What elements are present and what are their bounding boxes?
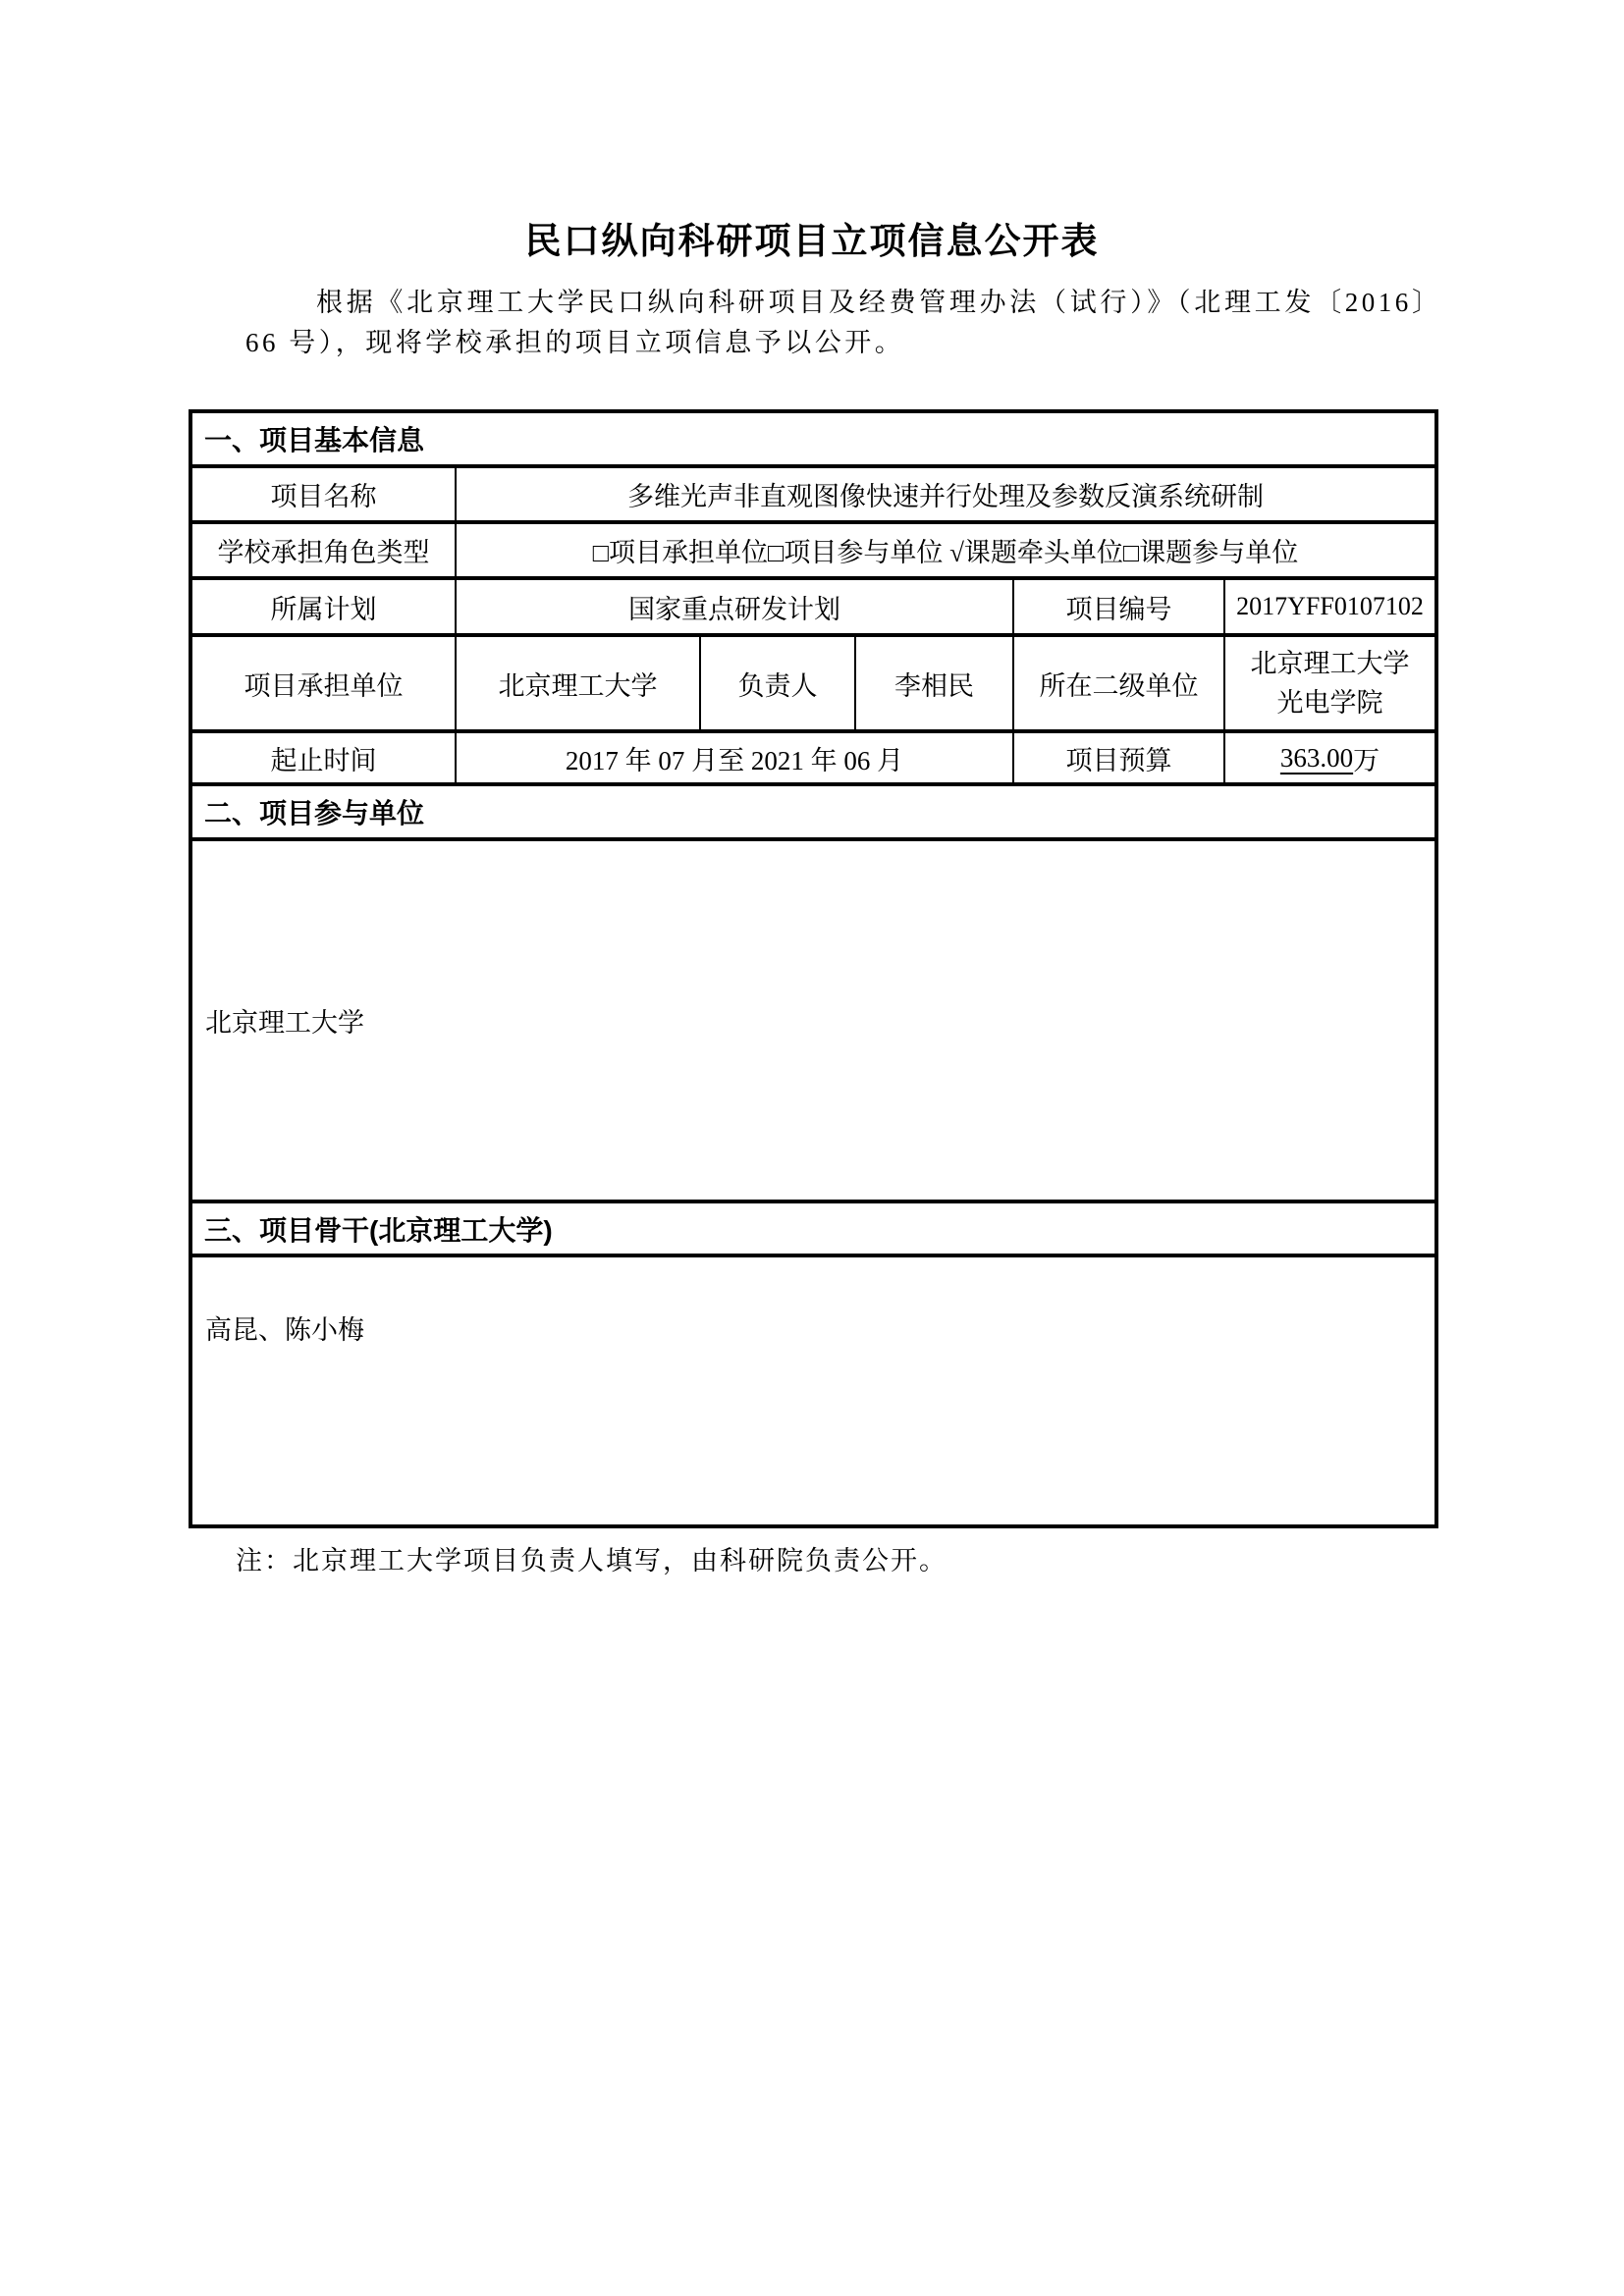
undertaking-unit-label: 项目承担单位: [192, 637, 457, 729]
table-row-undertaker: [192, 637, 1435, 733]
project-name-value: 多维光声非直观图像快速并行处理及参数反演系统研制: [627, 482, 1264, 511]
table-row-backbone: [192, 1257, 1435, 1524]
plan-label: 所属计划: [192, 580, 457, 633]
project-number-label: 项目编号: [1014, 580, 1225, 633]
section1-header-row: [192, 413, 1435, 468]
undertaking-unit-value: 北京理工大学: [457, 637, 701, 729]
secondary-unit-value: [1225, 637, 1435, 729]
project-number-value: 2017YFF0107102: [1236, 592, 1424, 620]
document-title: 民口纵向科研项目立项信息公开表: [524, 221, 1100, 261]
participants-content: 北京理工大学: [205, 1008, 364, 1038]
section3-header: 三、项目骨干(北京理工大学): [204, 1214, 553, 1246]
project-name-label: 项目名称: [192, 468, 457, 520]
table-row-project-name: [192, 468, 1435, 524]
budget-unit: 万: [1353, 745, 1380, 775]
secondary-unit-line1: 北京理工大学: [1250, 649, 1410, 678]
section2-header: 二、项目参与单位: [204, 798, 425, 828]
budget-amount: 363.00: [1279, 742, 1354, 773]
table-row-plan: [192, 580, 1435, 637]
project-info-table: [189, 409, 1438, 1528]
intro-paragraph: 根据《北京理工大学民口纵向科研项目及经费管理办法（试行）》（北理工发〔2016〕66 号），现将学校承担的项目立项信息予以公开。: [245, 288, 1429, 357]
role-type-options: □项目承担单位□项目参与单位 √课题牵头单位□课题参与单位: [592, 538, 1299, 567]
secondary-unit-label: 所在二级单位: [1014, 637, 1225, 729]
footnote: 注：北京理工大学项目负责人填写，由科研院负责公开。: [236, 1546, 947, 1575]
table-row-duration: [192, 733, 1435, 786]
duration-value: 2017 年 07 月至 2021 年 06 月: [457, 733, 1014, 782]
secondary-unit-line2: 光电学院: [1276, 688, 1383, 718]
section1-header: 一、项目基本信息: [204, 425, 425, 455]
leader-value: 李相民: [856, 637, 1014, 729]
section3-header-row: [192, 1203, 1435, 1257]
table-row-participants: [192, 841, 1435, 1203]
duration-label: 起止时间: [192, 733, 457, 782]
leader-label: 负责人: [701, 637, 856, 729]
backbone-content: 高昆、陈小梅: [205, 1315, 364, 1345]
budget-label: 项目预算: [1014, 733, 1225, 782]
table-row-role-type: [192, 524, 1435, 580]
budget-value: [1225, 733, 1435, 782]
role-type-label: 学校承担角色类型: [192, 524, 457, 576]
section2-header-row: [192, 786, 1435, 841]
plan-value: 国家重点研发计划: [457, 580, 1014, 633]
